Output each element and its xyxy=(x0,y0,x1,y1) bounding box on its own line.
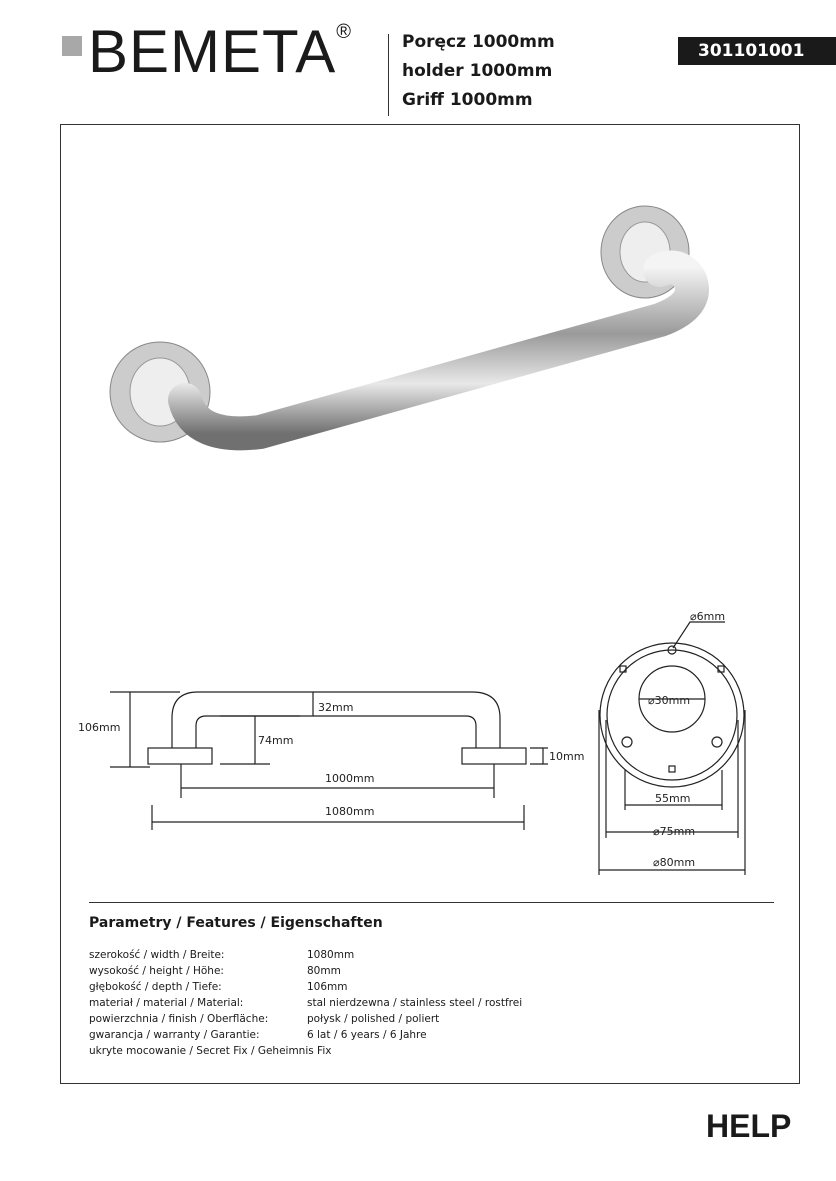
dim-holes: 55mm xyxy=(655,792,691,805)
dim-tube: 32mm xyxy=(318,701,354,714)
dim-rosette-inner: ⌀75mm xyxy=(653,825,696,838)
feature-value: połysk / polished / poliert xyxy=(307,1013,440,1025)
title-en: holder 1000mm xyxy=(402,61,553,81)
feature-row xyxy=(89,1045,589,1057)
title-pl: Poręcz 1000mm xyxy=(402,32,555,52)
feature-row xyxy=(89,1029,589,1041)
feature-label: szerokość / width / Breite: xyxy=(89,949,225,961)
dim-center: ⌀30mm xyxy=(648,694,691,707)
brand-logo: BEMETA® xyxy=(88,18,353,85)
dim-base: 10mm xyxy=(549,750,585,763)
dim-inner: 74mm xyxy=(258,734,294,747)
feature-label: głębokość / depth / Tiefe: xyxy=(89,981,222,993)
feature-label: wysokość / height / Höhe: xyxy=(89,965,224,977)
feature-label: powierzchnia / finish / Oberfläche: xyxy=(89,1013,269,1025)
feature-label: ukryte mocowanie / Secret Fix / Geheimnis Fix xyxy=(89,1045,332,1057)
product-code: 301101001 xyxy=(678,37,836,65)
feature-value: 80mm xyxy=(307,965,341,977)
feature-label: gwarancja / warranty / Garantie: xyxy=(89,1029,260,1041)
technical-drawing xyxy=(0,600,836,890)
feature-row xyxy=(89,997,589,1009)
title-de: Griff 1000mm xyxy=(402,90,533,110)
dim-total-width: 1080mm xyxy=(325,805,375,818)
dim-height: 106mm xyxy=(78,721,121,734)
feature-value: 1080mm xyxy=(307,949,355,961)
feature-row xyxy=(89,981,589,993)
feature-row xyxy=(89,965,589,977)
help-brand: HELP xyxy=(706,1108,792,1144)
feature-label: materiał / material / Material: xyxy=(89,997,244,1009)
feature-value: stal nierdzewna / stainless steel / rostfrei xyxy=(307,997,523,1009)
dim-inner-width: 1000mm xyxy=(325,772,375,785)
feature-value: 106mm xyxy=(307,981,348,993)
feature-value: 6 lat / 6 years / 6 Jahre xyxy=(307,1029,427,1041)
feature-row xyxy=(89,1013,589,1025)
feature-row xyxy=(89,949,589,961)
features-title: Parametry / Features / Eigenschaften xyxy=(89,915,383,931)
dim-rosette-outer: ⌀80mm xyxy=(653,856,696,869)
dim-hole: ⌀6mm xyxy=(690,610,726,623)
section-divider xyxy=(89,902,774,903)
